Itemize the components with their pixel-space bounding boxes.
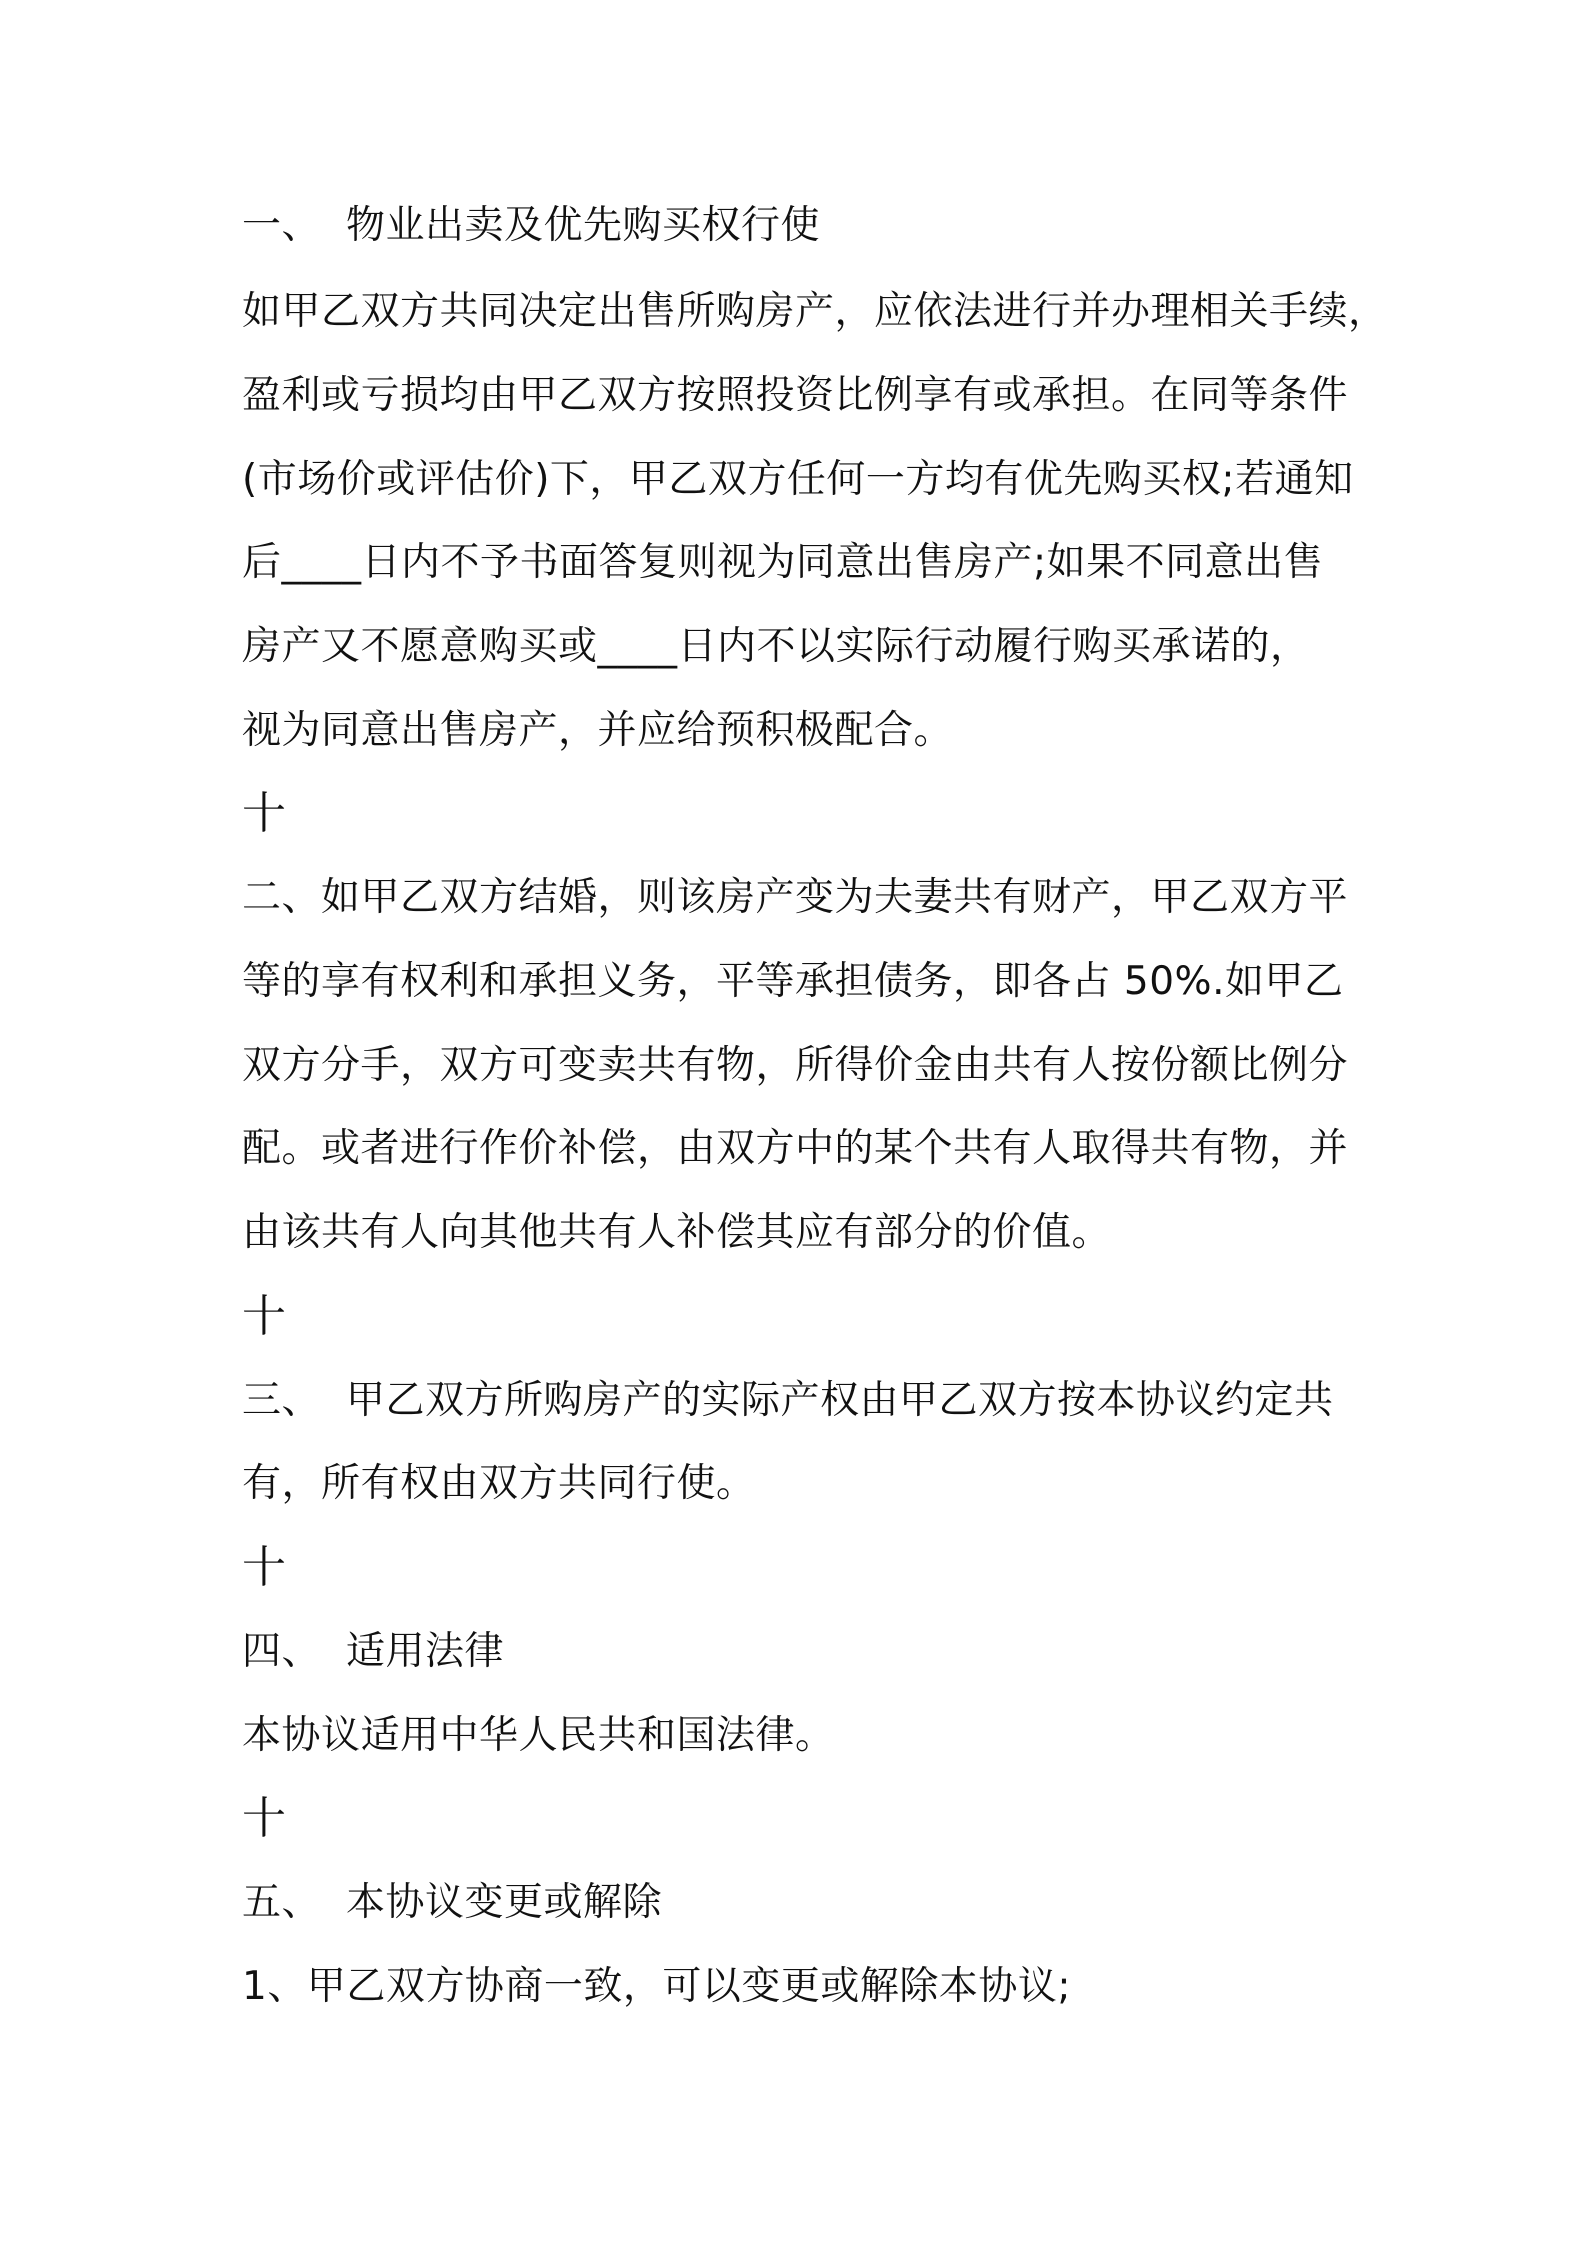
section-2-line-3: 双方分手，双方可变卖共有物，所得价金由共有人按份额比例分 xyxy=(242,1043,1349,1088)
section-3-line-1 xyxy=(242,1375,1362,1427)
section-5-number: 五、 xyxy=(242,1880,322,1925)
section-3-number: 三、 xyxy=(242,1378,322,1423)
section-1-number: 一、 xyxy=(242,203,322,248)
separator-1: 十 xyxy=(242,788,287,839)
section-1-line-6: 视为同意出售房产，并应给预积极配合。 xyxy=(242,708,954,753)
section-4-body: 本协议适用中华人民共和国法律。 xyxy=(242,1713,835,1758)
section-1-heading xyxy=(242,200,1362,252)
separator-2: 十 xyxy=(242,1291,287,1342)
section-2-line-4: 配。或者进行作价补偿，由双方中的某个共有人取得共有物，并 xyxy=(242,1126,1349,1171)
separator-4: 十 xyxy=(242,1793,287,1844)
section-5-item-1: 1、甲乙双方协商一致，可以变更或解除本协议; xyxy=(242,1964,1071,2009)
section-4-heading xyxy=(242,1626,1362,1678)
section-3-line-2: 有，所有权由双方共同行使。 xyxy=(242,1461,756,1506)
section-1-line-1: 如甲乙双方共同决定出售所购房产，应依法进行并办理相关手续， xyxy=(242,289,1388,334)
section-2-line-1: 二、如甲乙双方结婚，则该房产变为夫妻共有财产，甲乙双方平 xyxy=(242,875,1349,920)
section-1-line-5: 房产又不愿意购买或____日内不以实际行动履行购买承诺的， xyxy=(242,624,1310,669)
section-2-line-2: 等的享有权利和承担义务，平等承担债务，即各占 50%.如甲乙 xyxy=(242,959,1344,1004)
separator-3: 十 xyxy=(242,1542,287,1593)
section-3-text: 甲乙双方所购房产的实际产权由甲乙双方按本协议约定共 xyxy=(346,1378,1334,1423)
section-1-line-2: 盈利或亏损均由甲乙双方按照投资比例享有或承担。在同等条件 xyxy=(242,373,1349,418)
section-4-number: 四、 xyxy=(242,1629,322,1674)
section-5-title: 本协议变更或解除 xyxy=(346,1880,663,1925)
section-2-line-5: 由该共有人向其他共有人补偿其应有部分的价值。 xyxy=(242,1210,1112,1255)
section-4-title: 适用法律 xyxy=(346,1629,505,1674)
section-1-line-3: (市场价或评估价)下，甲乙双方任何一方均有优先购买权;若通知 xyxy=(242,457,1354,502)
section-1-line-4: 后____日内不予书面答复则视为同意出售房产;如果不同意出售 xyxy=(242,540,1324,585)
section-1-title: 物业出卖及优先购买权行使 xyxy=(346,203,821,248)
section-5-heading xyxy=(242,1877,1362,1929)
